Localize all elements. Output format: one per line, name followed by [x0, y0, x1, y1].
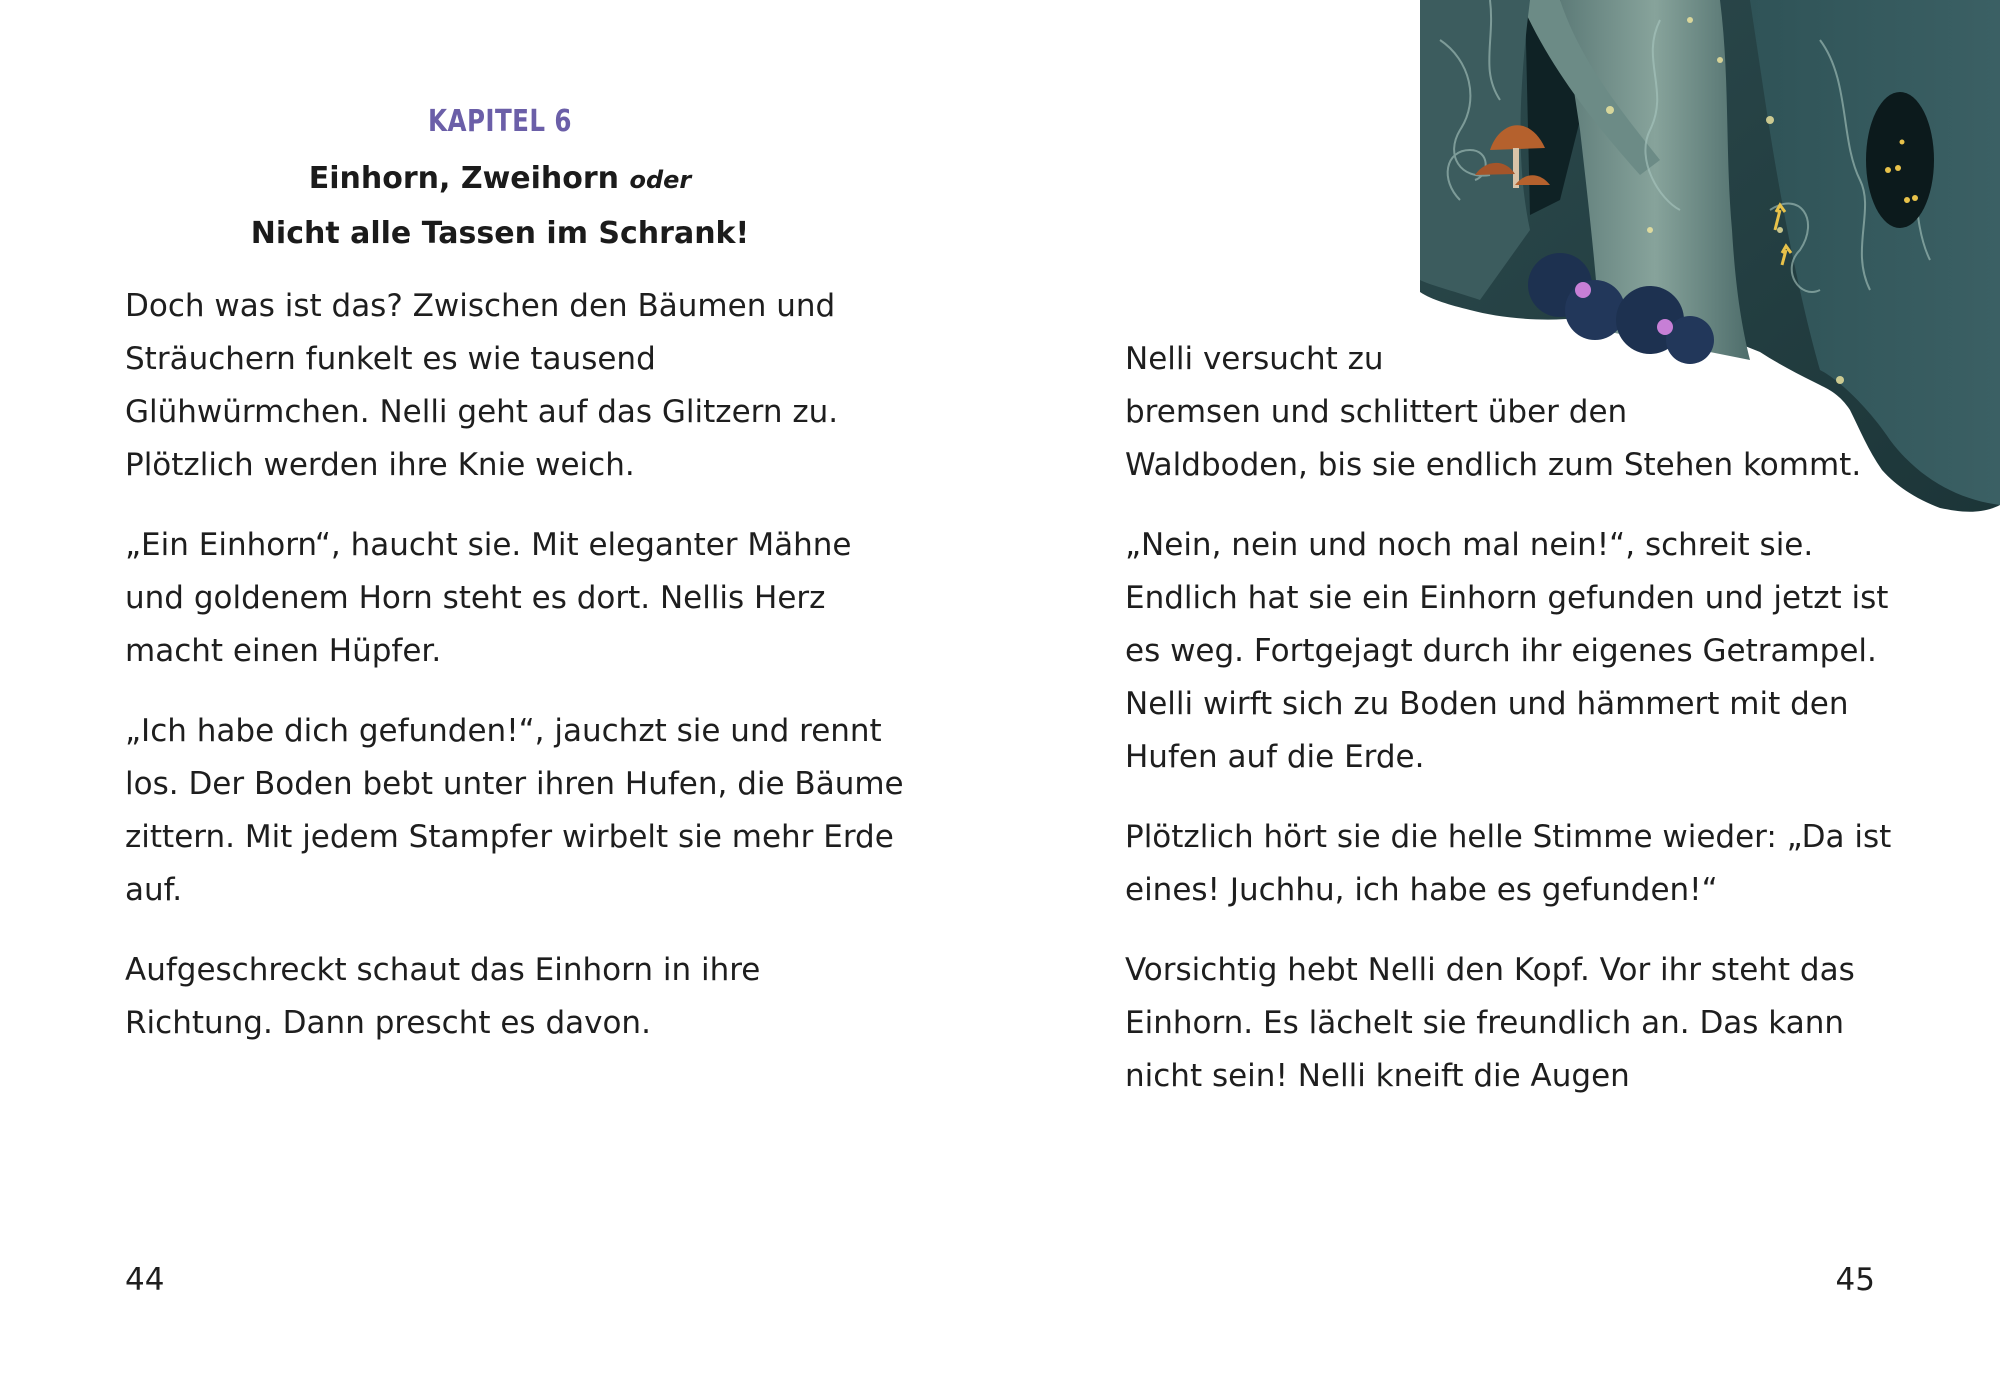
tree-hollow-icon [1866, 92, 1934, 228]
title-line-1 [100, 152, 900, 207]
page-number-left: 44 [125, 1262, 165, 1298]
page-number-right: 45 [1835, 1262, 1875, 1298]
chapter-label: KAPITEL 6 [428, 104, 572, 139]
title-main: Einhorn, Zweihorn [308, 161, 620, 196]
paragraph: „Ich habe dich gefunden!“, jauchzt sie und rennt los. Der Boden bebt unter ihren Hufen, die Bäume zittern. Mit jedem Stampfer wirbelt sie mehr Erde auf. [125, 713, 904, 908]
forest-corner-illustration [1420, 0, 2000, 520]
left-body-text [125, 280, 905, 1077]
paragraph: „Ein Einhorn“, haucht sie. Mit eleganter Mähne und goldenem Horn steht es dort. Nellis Herz macht einen Hüpfer. [125, 527, 852, 669]
paragraph: Aufgeschreckt schaut das Einhorn in ihre Richtung. Dann prescht es davon. [125, 952, 761, 1041]
chapter-title [100, 152, 900, 260]
wrapped-line-2: bremsen und schlittert über den [1125, 394, 1628, 430]
title-oder: oder [629, 166, 692, 194]
title-line-2: Nicht alle Tassen im Schrank! [250, 216, 750, 251]
paragraph: Doch was ist das? Zwischen den Bäumen und Sträuchern funkelt es wie tausend Glühwürmchen. Nelli geht auf das Glitzern zu. Plötzlich werden ihre Knie weich. [125, 288, 839, 483]
wrapped-rest: Waldboden, bis sie endlich zum Stehen kommt. [1125, 447, 1862, 483]
paragraph: „Nein, nein und noch mal nein!“, schreit sie. Endlich hat sie ein Einhorn gefunden und jetzt ist es weg. Fortgejagt durch ihr eigenes Getrampel. Nelli wirft sich zu Boden und hämmert mit den Hufen auf die Erde. [1125, 527, 1889, 775]
wrapped-line-1: Nelli versucht zu [1125, 341, 1384, 377]
paragraph: Vorsichtig hebt Nelli den Kopf. Vor ihr steht das Einhorn. Es lächelt sie freundlich an. Das kann nicht sein! Nelli kneift die Augen [1125, 952, 1855, 1094]
paragraph: Plötzlich hört sie die helle Stimme wieder: „Da ist eines! Juchhu, ich habe es gefunden!“ [1125, 819, 1892, 908]
